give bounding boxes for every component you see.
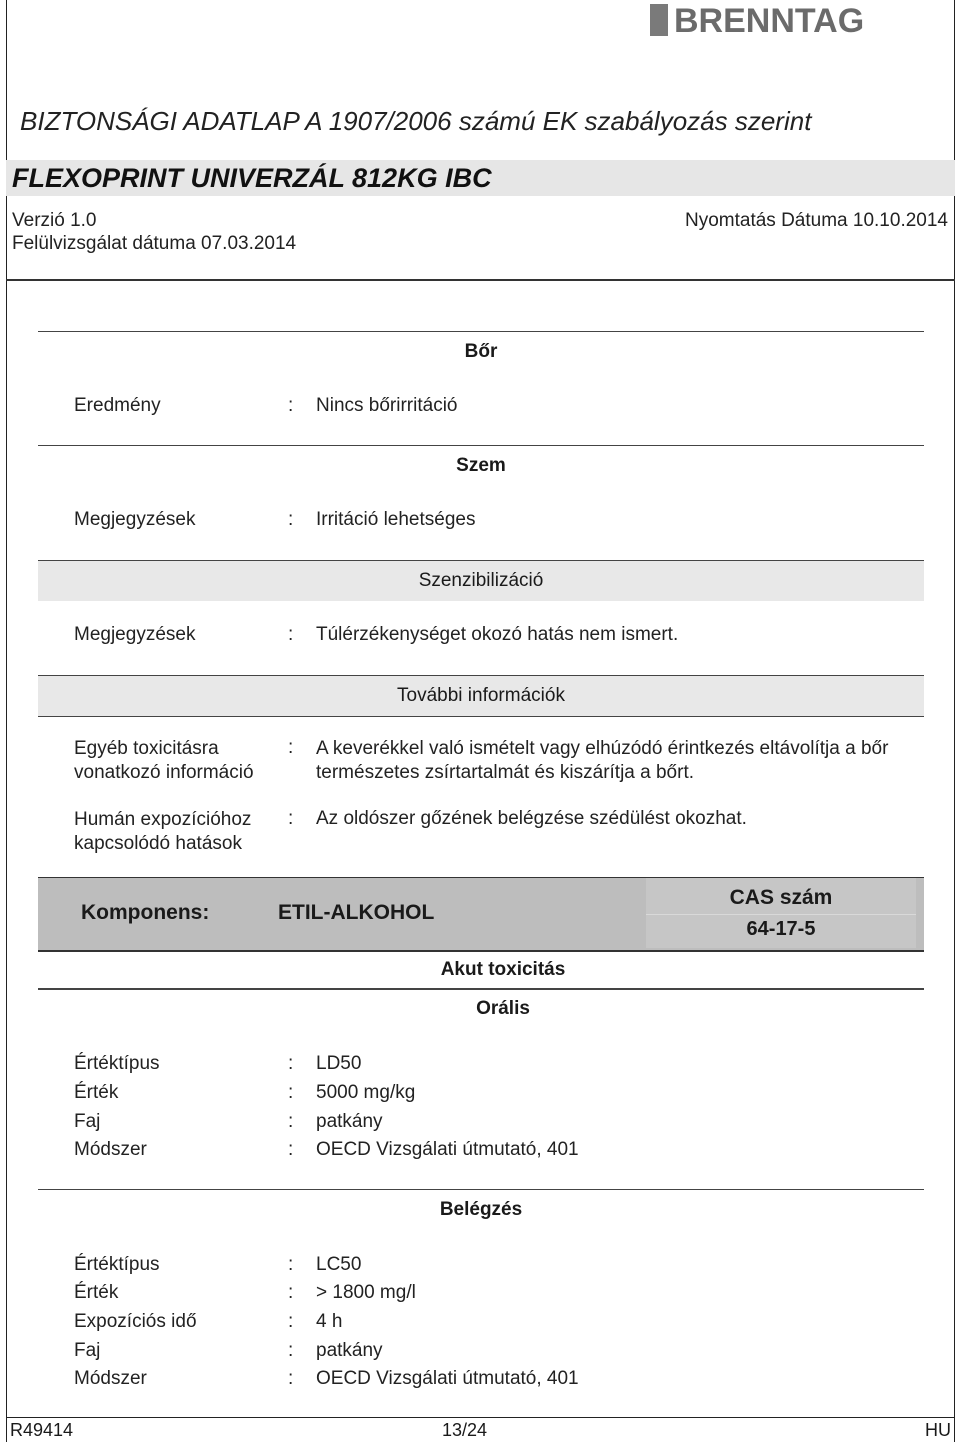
- document-title: BIZTONSÁGI ADATLAP A 1907/2006 számú EK szabályozás szerint: [20, 106, 812, 136]
- human-exposure-value: Az oldószer gőzének belégzése szédülést okozhat.: [316, 808, 747, 829]
- section-eye-header: [38, 445, 924, 486]
- acute-divider: [38, 988, 924, 990]
- other-toxicity-colon: :: [288, 737, 294, 758]
- oral-type-value: LD50: [316, 1053, 362, 1074]
- section-skin-header: [38, 331, 924, 372]
- cas-divider: [646, 914, 916, 915]
- oral-value-label: Érték: [74, 1082, 119, 1103]
- oral-method-label: Módszer: [74, 1139, 147, 1160]
- inhal-species-colon: :: [288, 1340, 294, 1361]
- inhal-type-value: LC50: [316, 1254, 362, 1275]
- sensitization-remarks-label: Megjegyzések: [74, 624, 196, 645]
- inhal-value-value: > 1800 mg/l: [316, 1282, 416, 1303]
- human-exposure-label: Humán expozícióhoz kapcsolódó hatások: [74, 809, 252, 854]
- footer-code: R49414: [10, 1420, 74, 1440]
- oral-value-value: 5000 mg/kg: [316, 1082, 416, 1103]
- header-divider: [6, 279, 955, 281]
- svg-text:BRENNTAG: BRENNTAG: [674, 2, 865, 38]
- skin-result-label: Eredmény: [74, 395, 161, 416]
- section-sensitization-title: Szenzibilizáció: [418, 570, 544, 591]
- inhal-exposure-colon: :: [288, 1311, 294, 1332]
- inhal-value-colon: :: [288, 1282, 294, 1303]
- eye-remarks-label: Megjegyzések: [74, 509, 196, 530]
- acute-toxicity-title: Akut toxicitás: [440, 959, 566, 980]
- other-toxicity-label: Egyéb toxicitásra vonatkozó információ: [74, 738, 254, 783]
- component-name: ETIL-ALKOHOL: [278, 901, 435, 924]
- footer-page-number: 13/24: [442, 1420, 488, 1440]
- oral-method-value: OECD Vizsgálati útmutató, 401: [316, 1139, 579, 1160]
- inhal-method-colon: :: [288, 1368, 294, 1389]
- section-further-info-header: [38, 675, 924, 717]
- skin-result-colon: :: [288, 395, 294, 416]
- section-inhalation-header: [38, 1189, 924, 1230]
- oral-title: Orális: [476, 998, 530, 1019]
- brenntag-logo: [650, 2, 955, 38]
- revision-date: Felülvizsgálat dátuma 07.03.2014: [12, 233, 297, 254]
- oral-species-value: patkány: [316, 1111, 383, 1132]
- inhal-value-label: Érték: [74, 1282, 119, 1303]
- human-exposure-colon: :: [288, 808, 294, 829]
- other-toxicity-value: A keverékkel való ismételt vagy elhúzódó érintkezés eltávolítja a bőr természetes zsírtartalmát és kiszárítja a bőrt.: [316, 738, 889, 783]
- oral-species-colon: :: [288, 1111, 294, 1132]
- oral-method-colon: :: [288, 1139, 294, 1160]
- inhal-method-label: Módszer: [74, 1368, 147, 1389]
- print-date: Nyomtatás Dátuma 10.10.2014: [685, 210, 948, 231]
- version: Verzió 1.0: [12, 210, 97, 231]
- product-name: FLEXOPRINT UNIVERZÁL 812KG IBC: [12, 163, 492, 193]
- inhal-exposure-value: 4 h: [316, 1311, 343, 1332]
- section-eye-title: Szem: [456, 455, 506, 476]
- cas-label: CAS szám: [729, 886, 833, 909]
- oral-value-colon: :: [288, 1082, 294, 1103]
- inhal-type-label: Értéktípus: [74, 1254, 160, 1275]
- section-further-info-title: További információk: [397, 685, 565, 706]
- component-box: [38, 877, 924, 952]
- inhal-species-label: Faj: [74, 1340, 101, 1361]
- section-skin-title: Bőr: [464, 341, 498, 362]
- sensitization-remarks-colon: :: [288, 624, 294, 645]
- cas-cell: [646, 878, 916, 948]
- oral-species-label: Faj: [74, 1111, 101, 1132]
- eye-remarks-colon: :: [288, 509, 294, 530]
- oral-type-label: Értéktípus: [74, 1053, 160, 1074]
- sensitization-remarks-value: Túlérzékenységet okozó hatás nem ismert.: [316, 624, 679, 645]
- inhal-exposure-label: Expozíciós idő: [74, 1311, 197, 1332]
- inhal-method-value: OECD Vizsgálati útmutató, 401: [316, 1368, 579, 1389]
- footer-language: HU: [925, 1420, 951, 1440]
- inhal-species-value: patkány: [316, 1340, 383, 1361]
- oral-type-colon: :: [288, 1053, 294, 1074]
- cas-value: 64-17-5: [746, 918, 816, 940]
- page-footer: [6, 1417, 955, 1443]
- eye-remarks-value: Irritáció lehetséges: [316, 509, 476, 530]
- skin-result-value: Nincs bőrirritáció: [316, 395, 458, 416]
- component-label: Komponens:: [81, 901, 210, 924]
- section-sensitization-header: [38, 560, 924, 601]
- inhal-type-colon: :: [288, 1254, 294, 1275]
- inhalation-title: Belégzés: [439, 1199, 523, 1220]
